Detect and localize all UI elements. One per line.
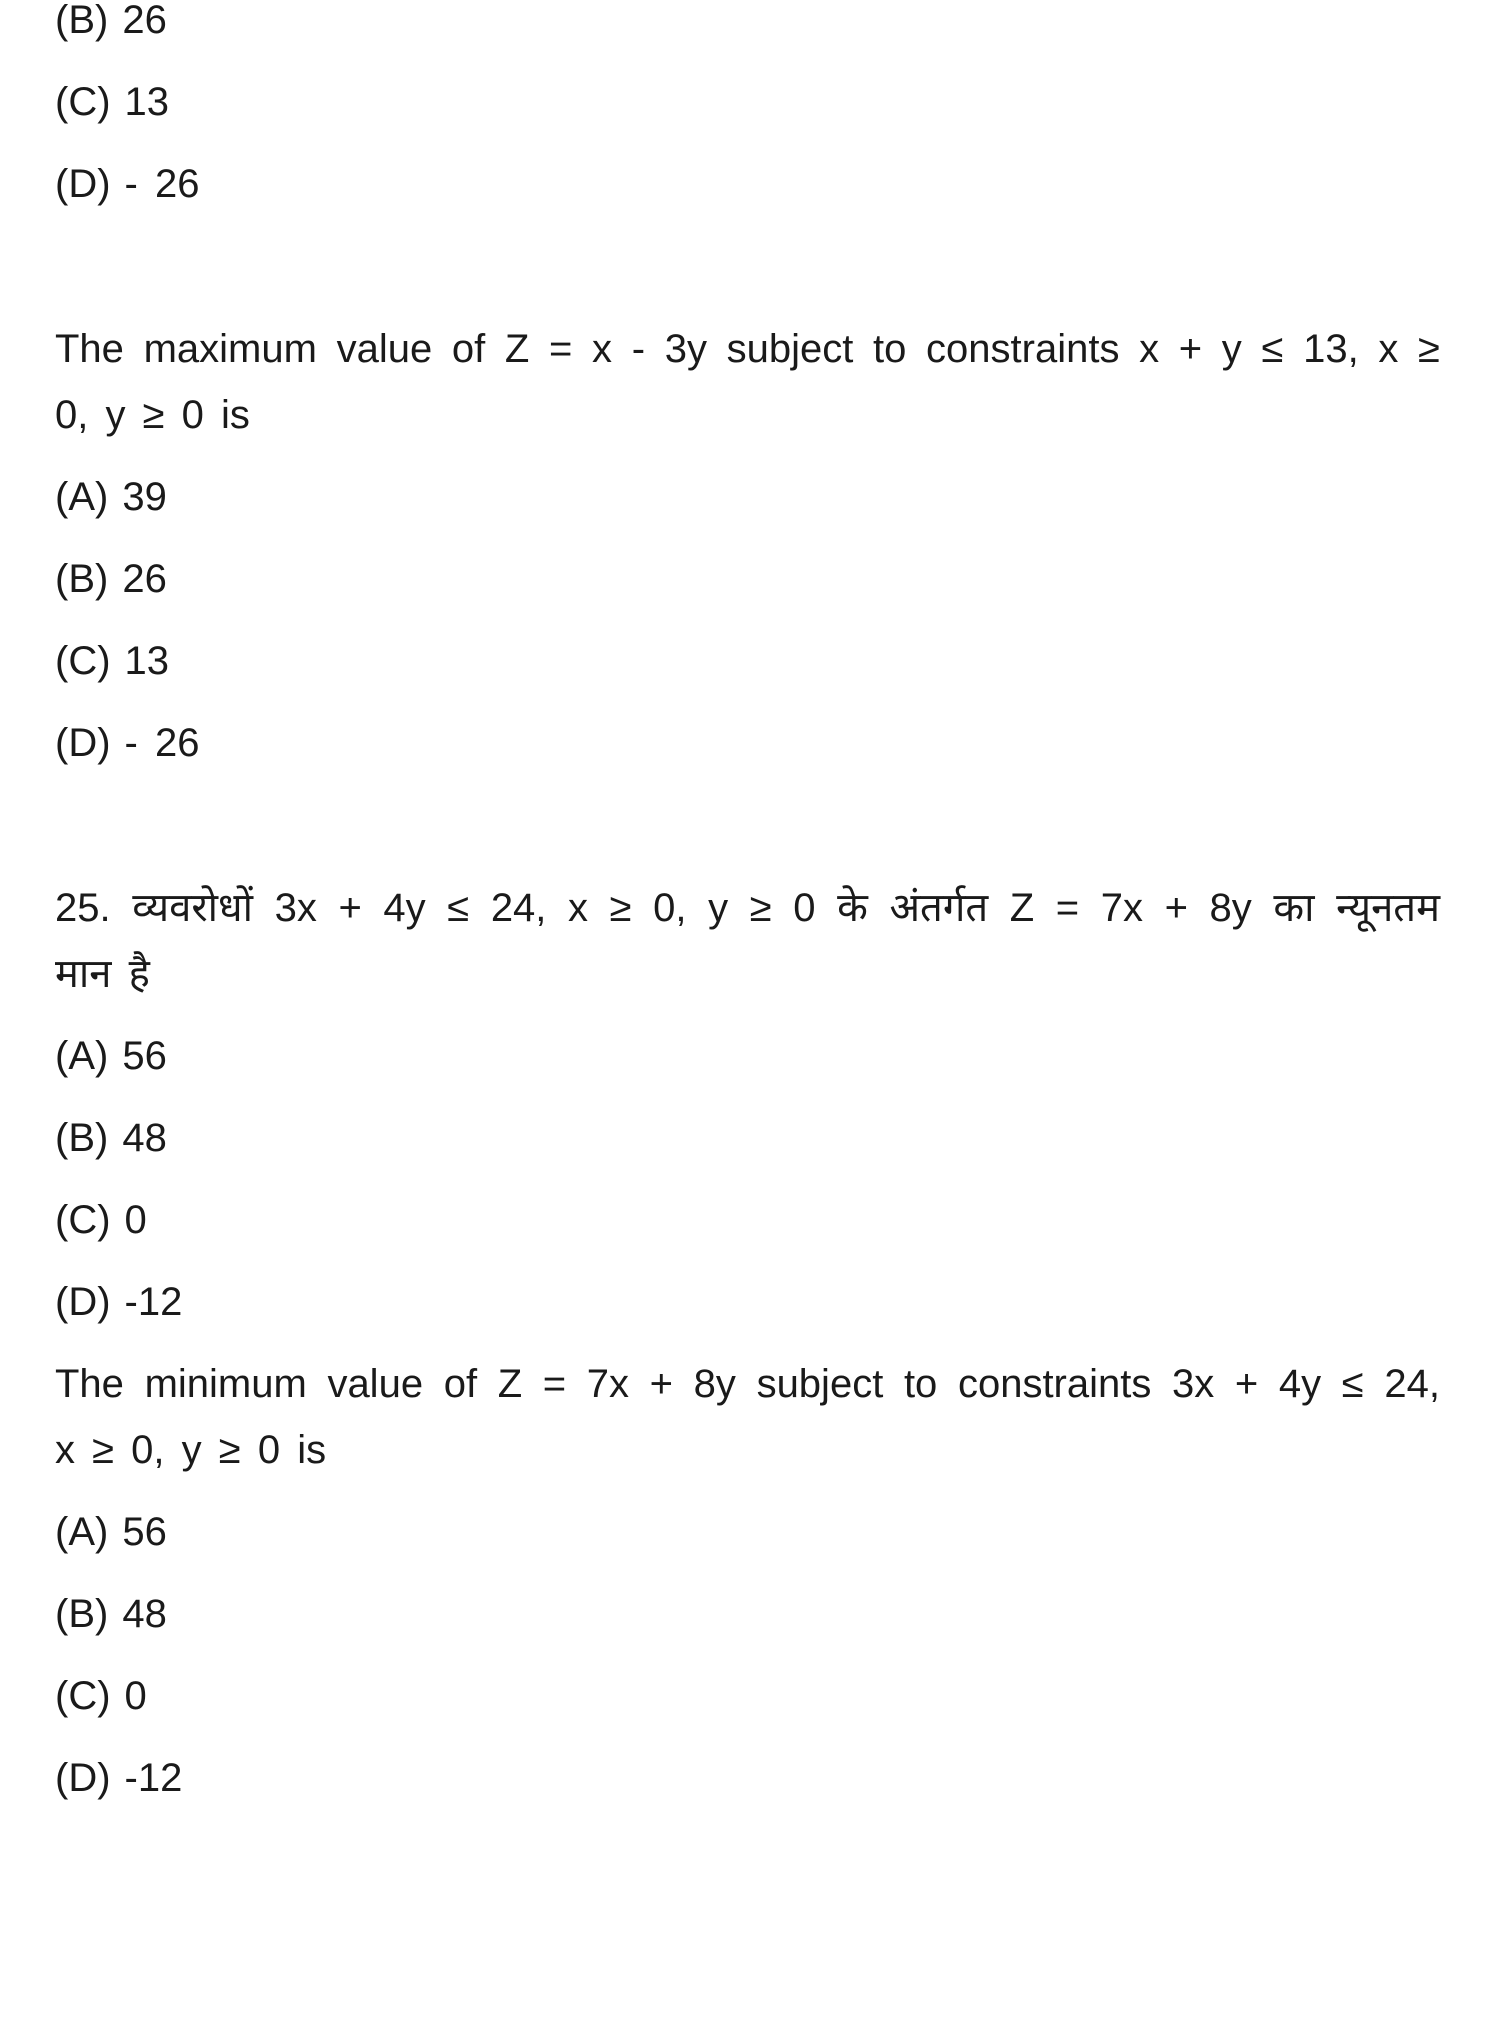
option-value: 48: [122, 1116, 167, 1160]
question-text-line: मान है: [55, 952, 150, 996]
option-letter: (B): [55, 1592, 109, 1636]
option-value: 13: [124, 80, 170, 124]
option-letter: (D): [55, 162, 111, 206]
option-value: 39: [122, 475, 167, 519]
option-b: [55, 0, 167, 44]
option-letter: (C): [55, 1198, 111, 1242]
option-b: [55, 555, 167, 603]
option-value: 56: [122, 1510, 167, 1554]
option-d: [55, 1278, 182, 1326]
option-value: -12: [124, 1756, 183, 1800]
question-text-line: The minimum value of Z = 7x + 8y subject to constraints 3x + 4y ≤ 24,: [55, 1362, 1440, 1406]
option-letter: (A): [55, 1510, 109, 1554]
option-value: -12: [124, 1280, 183, 1324]
option-value: - 26: [124, 721, 200, 765]
option-c: [55, 1672, 147, 1720]
option-value: 13: [124, 639, 170, 683]
question-text-line: 25. व्यवरोधों 3x + 4y ≤ 24, x ≥ 0, y ≥ 0 के अंतर्गत Z = 7x + 8y का न्यूनतम: [55, 886, 1440, 930]
option-value: 0: [124, 1674, 147, 1718]
option-letter: (C): [55, 1674, 111, 1718]
option-letter: (A): [55, 1034, 109, 1078]
option-a: [55, 1508, 167, 1556]
option-b: [55, 1114, 167, 1162]
option-d: [55, 160, 199, 208]
option-value: 56: [122, 1034, 167, 1078]
option-value: - 26: [124, 162, 200, 206]
option-a: [55, 473, 167, 521]
question-text-line: 0, y ≥ 0 is: [55, 393, 250, 437]
option-value: 0: [124, 1198, 147, 1242]
option-value: 48: [122, 1592, 167, 1636]
option-value: 26: [122, 0, 167, 42]
option-letter: (B): [55, 0, 109, 42]
option-letter: (D): [55, 1280, 111, 1324]
option-letter: (C): [55, 639, 111, 683]
option-c: [55, 637, 169, 685]
option-c: [55, 1196, 147, 1244]
option-d: [55, 1754, 182, 1802]
option-b: [55, 1590, 167, 1638]
option-a: [55, 1032, 167, 1080]
option-c: [55, 78, 169, 126]
option-d: [55, 719, 199, 767]
option-value: 26: [122, 557, 167, 601]
option-letter: (B): [55, 557, 109, 601]
option-letter: (C): [55, 80, 111, 124]
question-text-line: x ≥ 0, y ≥ 0 is: [55, 1428, 327, 1472]
option-letter: (D): [55, 721, 111, 765]
option-letter: (A): [55, 475, 109, 519]
option-letter: (B): [55, 1116, 109, 1160]
question-text-line: The maximum value of Z = x - 3y subject to constraints x + y ≤ 13, x ≥: [55, 327, 1440, 371]
option-letter: (D): [55, 1756, 111, 1800]
